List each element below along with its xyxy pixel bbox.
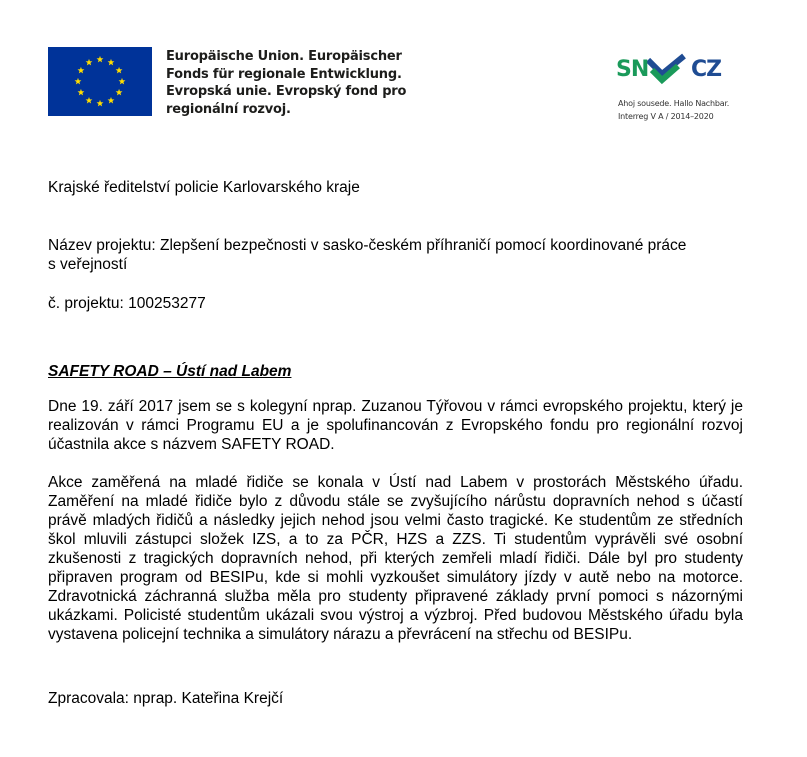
author-signature: Zpracovala: nprap. Kateřina Krejčí — [48, 690, 284, 707]
paragraph: Dne 19. září 2017 jsem se s kolegyní nprap. Zuzanou Týřovou v rámci evropského projektu, který je realizován v rámci Programu EU a je spolufinancován z Evropského fondu pro regionální rozvoj účastnila akce s názvem SAFETY ROAD. — [48, 398, 743, 453]
paragraph: Akce zaměřená na mladé řidiče se konala v Ústí nad Labem v prostorách Městského úřadu. Zaměření na mladé řidiče bylo z důvodu stále se zvyšujícího nárůstu dopravních nehod s účastí právě mladých řidičů a následky jejich nehod jsou velmi často tragické. Ke studentům ze středních škol mluvili zástupci složek IZS, a to za PČR, HZS a ZZS. Ti studentům vyprávěli své osobní zkušenosti z tragických dopravních nehod, při kterých zemřeli mladí řidiči. Dále byl pro studenty připraven program od BESIPu, kde si mohli vyzkoušet simulátory jízdy v autě nebo na motorce. Zdravotnická záchranná služba měla pro studenty připravené základy první pomoci s názornými ukázkami. Policisté studentům ukázali svou výstroj a výzbroj. Před budovou Městského úřadu byla vystavena policejní technika a simulátory nárazu a převrácení na střechu od BESIPu. — [48, 474, 743, 643]
eu-fund-line: Europäische Union. Europäischer — [166, 49, 402, 64]
project-name-line: s veřejností — [48, 256, 128, 273]
project-name — [48, 236, 686, 274]
article-heading: SAFETY ROAD – Ústí nad Labem — [48, 363, 292, 380]
eu-fund-line: Fonds für regionale Entwicklung. — [166, 66, 402, 82]
interreg-sn-cz-logo — [612, 48, 730, 126]
project-name-line: Název projektu: Zlepšení bezpečnosti v sasko-českém příhraničí pomocí koordinované práce — [48, 237, 687, 254]
eu-fund-line: regionální rozvoj. — [166, 101, 291, 117]
eu-flag-icon — [48, 47, 152, 116]
logo-sn-text: SN — [616, 57, 649, 82]
logo-subtitle: Interreg V A / 2014–2020 — [618, 112, 714, 121]
eu-fund-line: Evropská unie. Evropský fond pro — [166, 84, 407, 99]
logo-cz-text: CZ — [691, 57, 722, 82]
logo-tagline: Ahoj sousede. Hallo Nachbar. — [618, 99, 730, 108]
organization-name: Krajské ředitelství policie Karlovarského kraje — [48, 179, 360, 196]
project-number: č. projektu: 100253277 — [48, 295, 206, 312]
eu-fund-text — [166, 48, 406, 118]
